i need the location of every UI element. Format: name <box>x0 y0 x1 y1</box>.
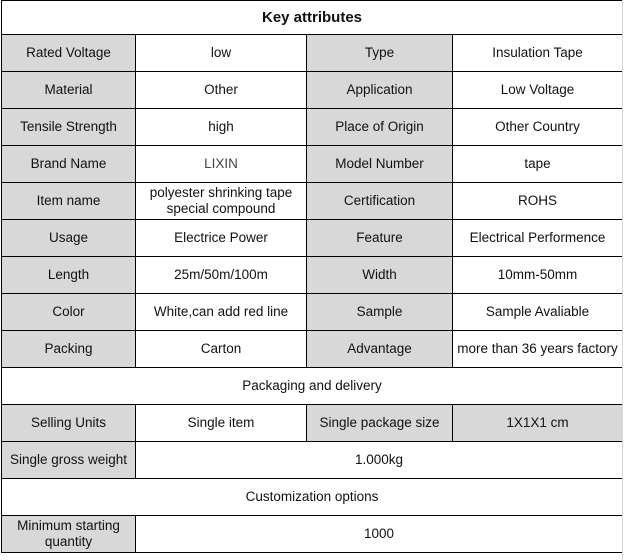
attribute-label: Packing <box>2 331 136 368</box>
packaging-heading: Packaging and delivery <box>2 368 623 405</box>
attribute-value: Electrice Power <box>136 220 307 257</box>
attribute-label: Model Number <box>307 146 453 183</box>
attribute-value: low <box>136 35 307 72</box>
brand-name-value: LIXIN <box>136 146 307 183</box>
attribute-row <box>2 109 623 146</box>
selling-units-label: Selling Units <box>2 405 136 442</box>
attribute-value: tape <box>453 146 623 183</box>
table-title: Key attributes <box>2 1 623 35</box>
attribute-row <box>2 183 623 220</box>
attribute-row <box>2 220 623 257</box>
attribute-row <box>2 72 623 109</box>
attribute-value: Low Voltage <box>453 72 623 109</box>
attribute-label: Place of Origin <box>307 109 453 146</box>
packaging-heading-row <box>2 368 623 405</box>
gross-weight-label: Single gross weight <box>2 442 136 479</box>
attribute-value: Other Country <box>453 109 623 146</box>
attribute-value: 10mm-50mm <box>453 257 623 294</box>
attribute-row <box>2 146 623 183</box>
customization-heading: Customization options <box>2 479 623 516</box>
title-row <box>2 1 623 35</box>
package-size-value: 1X1X1 cm <box>453 405 623 442</box>
spreadsheet-grid-edge <box>622 0 627 560</box>
attribute-label: Tensile Strength <box>2 109 136 146</box>
attribute-label: Sample <box>307 294 453 331</box>
attribute-label: Type <box>307 35 453 72</box>
attribute-value: high <box>136 109 307 146</box>
attribute-value: Carton <box>136 331 307 368</box>
attribute-row <box>2 257 623 294</box>
gross-weight-value: 1.000kg <box>136 442 623 479</box>
attribute-label: Advantage <box>307 331 453 368</box>
attribute-label: Item name <box>2 183 136 220</box>
attribute-label: Length <box>2 257 136 294</box>
attribute-label: Certification <box>307 183 453 220</box>
attribute-label: Material <box>2 72 136 109</box>
attribute-label: Rated Voltage <box>2 35 136 72</box>
customization-heading-row <box>2 479 623 516</box>
selling-units-value: Single item <box>136 405 307 442</box>
attribute-value: Electrical Performence <box>453 220 623 257</box>
min-quantity-value: 1000 <box>136 516 623 553</box>
attribute-row <box>2 294 623 331</box>
gross-weight-row <box>2 442 623 479</box>
attribute-value: ROHS <box>453 183 623 220</box>
attribute-label: Application <box>307 72 453 109</box>
attribute-value: more than 36 years factory <box>453 331 623 368</box>
attribute-label: Feature <box>307 220 453 257</box>
attribute-label: Width <box>307 257 453 294</box>
attribute-value: Other <box>136 72 307 109</box>
attribute-label: Brand Name <box>2 146 136 183</box>
attribute-row <box>2 331 623 368</box>
attribute-value: White,can add red line <box>136 294 307 331</box>
attribute-label: Usage <box>2 220 136 257</box>
key-attributes-table <box>1 0 623 553</box>
min-quantity-label: Minimum starting quantity <box>2 516 136 553</box>
packaging-row <box>2 405 623 442</box>
attribute-value: Insulation Tape <box>453 35 623 72</box>
attribute-row <box>2 35 623 72</box>
package-size-label: Single package size <box>307 405 453 442</box>
attribute-value: Sample Avaliable <box>453 294 623 331</box>
attribute-value: 25m/50m/100m <box>136 257 307 294</box>
attribute-value: polyester shrinking tape special compound <box>136 183 307 220</box>
min-quantity-row <box>2 516 623 553</box>
attribute-label: Color <box>2 294 136 331</box>
